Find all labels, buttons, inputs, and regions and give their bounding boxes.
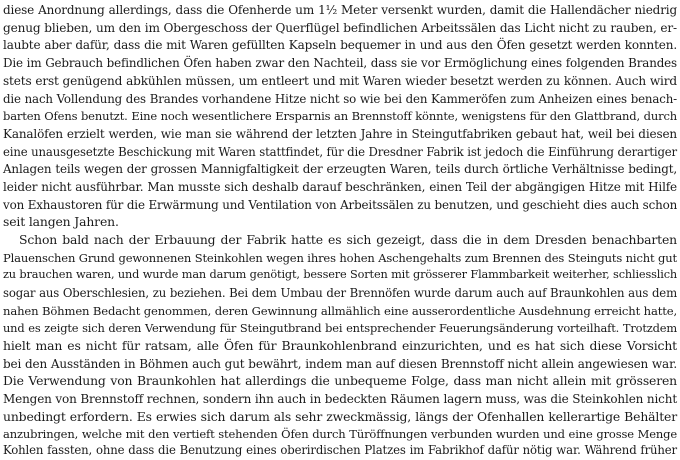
paragraph-end-line: seit langen Jahren.: [3, 214, 119, 229]
paragraph-start-line: Schon bald nach der Erbauung der Fabrik hatte es sich gezeigt, dass die in dem Dresden benachbarten: [19, 232, 677, 247]
text-line: zu brauchen waren, und wurde man darum genötigt, bessere Sorten mit grösserer Flammbarkeit weiterher, schliesslich: [3, 268, 677, 281]
text-line: Mengen von Brennstoff rechnen, sondern ihn auch in bedeckten Räumen lagern muss, was die Steinkohlen nicht: [3, 392, 677, 406]
text-line: Die Verwendung von Braunkohlen hat allerdings die unbequeme Folge, dass man nicht allein mit grösseren: [3, 373, 677, 388]
text-line: die nach Vollendung des Brandes vorhandene Hitze nicht so wie bei den Kammeröfen zum Anheizen eines benach-: [3, 92, 677, 106]
text-line: unbedingt erfordern. Es erwies sich darum als sehr zweckmässig, längs der Ofenhallen kellerartige Behälter: [3, 409, 677, 424]
text-line: Plauenschen Grund gewonnenen Steinkohlen wegen ihres hohen Aschengehalts zum Brennen des Steinguts nicht gut: [3, 251, 677, 265]
text-line: Kanalöfen erzielt werden, wie man sie während der letzten Jahre in Steingutfabriken gebaut hat, weil bei diesen: [3, 127, 677, 141]
text-line: stets erst genügend abkühlen müssen, um entleert und mit Waren wieder besetzt werden zu können. Auch wird: [3, 74, 677, 88]
text-line: anzubringen, welche mit den vertieft stehenden Öfen durch Türöffnungen verbunden wurden und eine grosse Menge: [3, 427, 677, 441]
text-line: barten Ofens benutzt. Eine noch wesentlichere Ersparnis an Brennstoff könnte, wenigstens für den Glattbrand, durch: [3, 109, 677, 123]
text-line: Anlagen teils wegen der grossen Mannigfaltigkeit der erzeugten Waren, teils durch örtliche Verhältnisse bedingt,: [3, 162, 677, 176]
text-line: leider nicht ausführbar. Man musste sich deshalb darauf beschränken, einen Teil der abgängigen Hitze mit Hilfe: [3, 180, 677, 194]
text-line: hielt man es nicht für ratsam, alle Öfen für Braunkohlenbrand einzurichten, und es hat sich diese Vorsicht: [3, 338, 677, 353]
text-line: genug blieben, um den im Obergeschoss der Querflügel befindlichen Arbeitssälen das Licht nicht zu rauben, er-: [3, 21, 677, 35]
text-line: diese Anordnung allerdings, dass die Ofenherde um 1½ Meter versenkt wurden, damit die Hallendächer niedrig: [3, 3, 677, 17]
text-line: bei den Ausständen in Böhmen auch gut bewährt, indem man auf diesen Brennstoff nicht allein angewiesen war.: [3, 357, 677, 371]
text-line: Kohlen fassten, ohne dass die Benutzung eines oberirdischen Platzes im Fabrikhof dafür nötig war. Während früher: [3, 443, 677, 457]
text-line: nahen Böhmen Bedacht genommen, deren Gewinnung allmählich eine ausserordentliche Ausdehnung erreicht hatte,: [3, 304, 677, 318]
text-line: Die im Gebrauch befindlichen Öfen haben zwar den Nachteil, dass sie vor Ermöglichung eines folgenden Brandes: [3, 56, 677, 70]
text-line: laubte aber dafür, dass die mit Waren gefüllten Kapseln bequemer in und aus den Öfen gesetzt werden konnten.: [3, 38, 677, 52]
document-page: [3, 0, 677, 460]
text-line: von Exhaustoren für die Erwärmung und Ventilation von Arbeitssälen zu benutzen, und geschieht dies auch schon: [3, 198, 678, 212]
text-line: eine unausgesetzte Beschickung mit Waren stattfindet, für die Dresdner Fabrik ist jedoch die Einführung derartiger: [3, 145, 677, 159]
text-line: sogar aus Oberschlesien, zu beziehen. Bei dem Umbau der Brennöfen wurde darum auch auf Braunkohlen aus dem: [3, 286, 677, 300]
text-line: und es zeigte sich deren Verwendung für Steingutbrand bei entsprechender Feuerungsänderung vorteilhaft. Trotzdem: [3, 321, 677, 335]
